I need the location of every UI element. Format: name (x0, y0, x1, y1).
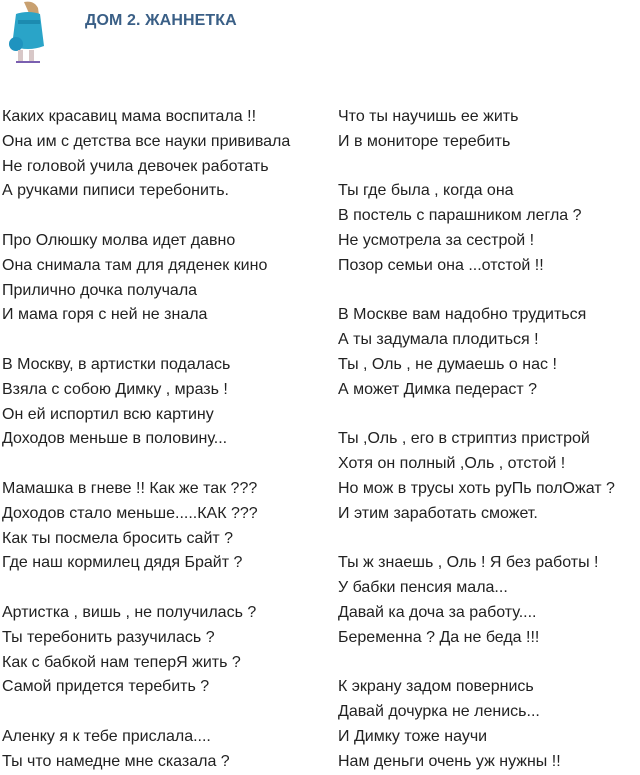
poem-line: У бабки пенсия мала... (338, 579, 508, 597)
poem-right-column (338, 105, 638, 775)
poem-line: В Москву, в артистки подалась (2, 355, 231, 373)
stanza-break (2, 452, 332, 477)
poem-line: Хотя он полный ,Оль , отстой ! (338, 455, 566, 473)
poem-line: И в мониторе теребить (338, 132, 511, 150)
poem-line: И мама горя с ней не знала (2, 306, 208, 324)
poem-line: Ты ж знаешь , Оль ! Я без работы ! (338, 554, 599, 572)
poem-line: Как ты посмела бросить сайт ? (2, 529, 234, 547)
poem-line: Ты , Оль , не думаешь о нас ! (338, 355, 557, 373)
poem-line: К экрану задом повернись (338, 678, 534, 696)
stanza-break (2, 204, 332, 229)
poem-line: Давай ка доча за работу.... (338, 603, 537, 621)
poem-line: И Димку тоже научи (338, 727, 488, 745)
poem-line: Ты где была , когда она (338, 182, 514, 200)
poem-line: В постель с парашником легла ? (338, 207, 582, 225)
page-title: ДОМ 2. ЖАННЕТКА (85, 12, 237, 29)
poem-line: Доходов меньше в половину... (2, 430, 228, 448)
stanza-break (338, 651, 638, 676)
poem-line: Самой придется теребить ? (2, 678, 210, 696)
poem-line: Позор семьи она ...отстой !! (338, 256, 544, 274)
poem-line: Доходов стало меньше.....КАК ??? (2, 504, 258, 522)
poem-line: В Москве вам надобно трудиться (338, 306, 587, 324)
poem-line: И этим заработать сможет. (338, 504, 538, 522)
poem-line: Где наш кормилец дядя Брайт ? (2, 554, 243, 572)
stanza-break (338, 527, 638, 552)
poem-line: Не головой учила девочек работать (2, 157, 269, 175)
poem-line: Ты что намедне мне сказала ? (2, 752, 230, 770)
poem-line: Прилично дочка получала (2, 281, 198, 299)
poem-line: А может Димка педераст ? (338, 380, 538, 398)
stanza-break (2, 576, 332, 601)
poem-line: Мамашка в гневе !! Как же так ??? (2, 479, 258, 497)
poem-left-column (2, 105, 332, 775)
poem-line: А ручками пиписи теребонить. (2, 182, 229, 200)
poem-line: Не усмотрела за сестрой ! (338, 231, 535, 249)
poem-line: Она им с детства все науки прививала (2, 132, 291, 150)
stanza-break (338, 155, 638, 180)
poem-line: Про Олюшку молва идет давно (2, 231, 236, 249)
poem-line: Нам деньги очень уж нужны !! (338, 752, 561, 770)
poem-line: Ты теребонить разучилась ? (2, 628, 215, 646)
poem-line: А ты задумала плодиться ! (338, 331, 539, 349)
stanza-break (338, 279, 638, 304)
poem-line: Но мож в трусы хоть руПь полОжат ? (338, 479, 615, 497)
stanza-break (2, 700, 332, 725)
poem-line: Он ей испортил всю картину (2, 405, 214, 423)
poem-line: Беременна ? Да не беда !!! (338, 628, 540, 646)
poem-line: Каких красавиц мама воспитала !! (2, 108, 257, 125)
stanza-break (338, 403, 638, 428)
poem-line: Что ты научишь ее жить (338, 108, 519, 125)
avatar-image (4, 0, 52, 68)
poem-line: Артистка , вишь , не получилась ? (2, 603, 257, 621)
stanza-break (2, 328, 332, 353)
poem-line: Давай дочурка не ленись... (338, 703, 540, 721)
poem-line: Аленку я к тебе прислала.... (2, 727, 211, 745)
poem-line: Ты ,Оль , его в стриптиз пристрой (338, 430, 590, 448)
poem-line: Она снимала там для дяденек кино (2, 256, 268, 274)
poem-line: Как с бабкой нам теперЯ жить ? (2, 653, 241, 671)
woman-in-blue-dress-icon (4, 0, 52, 68)
poem-line: Взяла с собою Димку , мразь ! (2, 380, 228, 398)
